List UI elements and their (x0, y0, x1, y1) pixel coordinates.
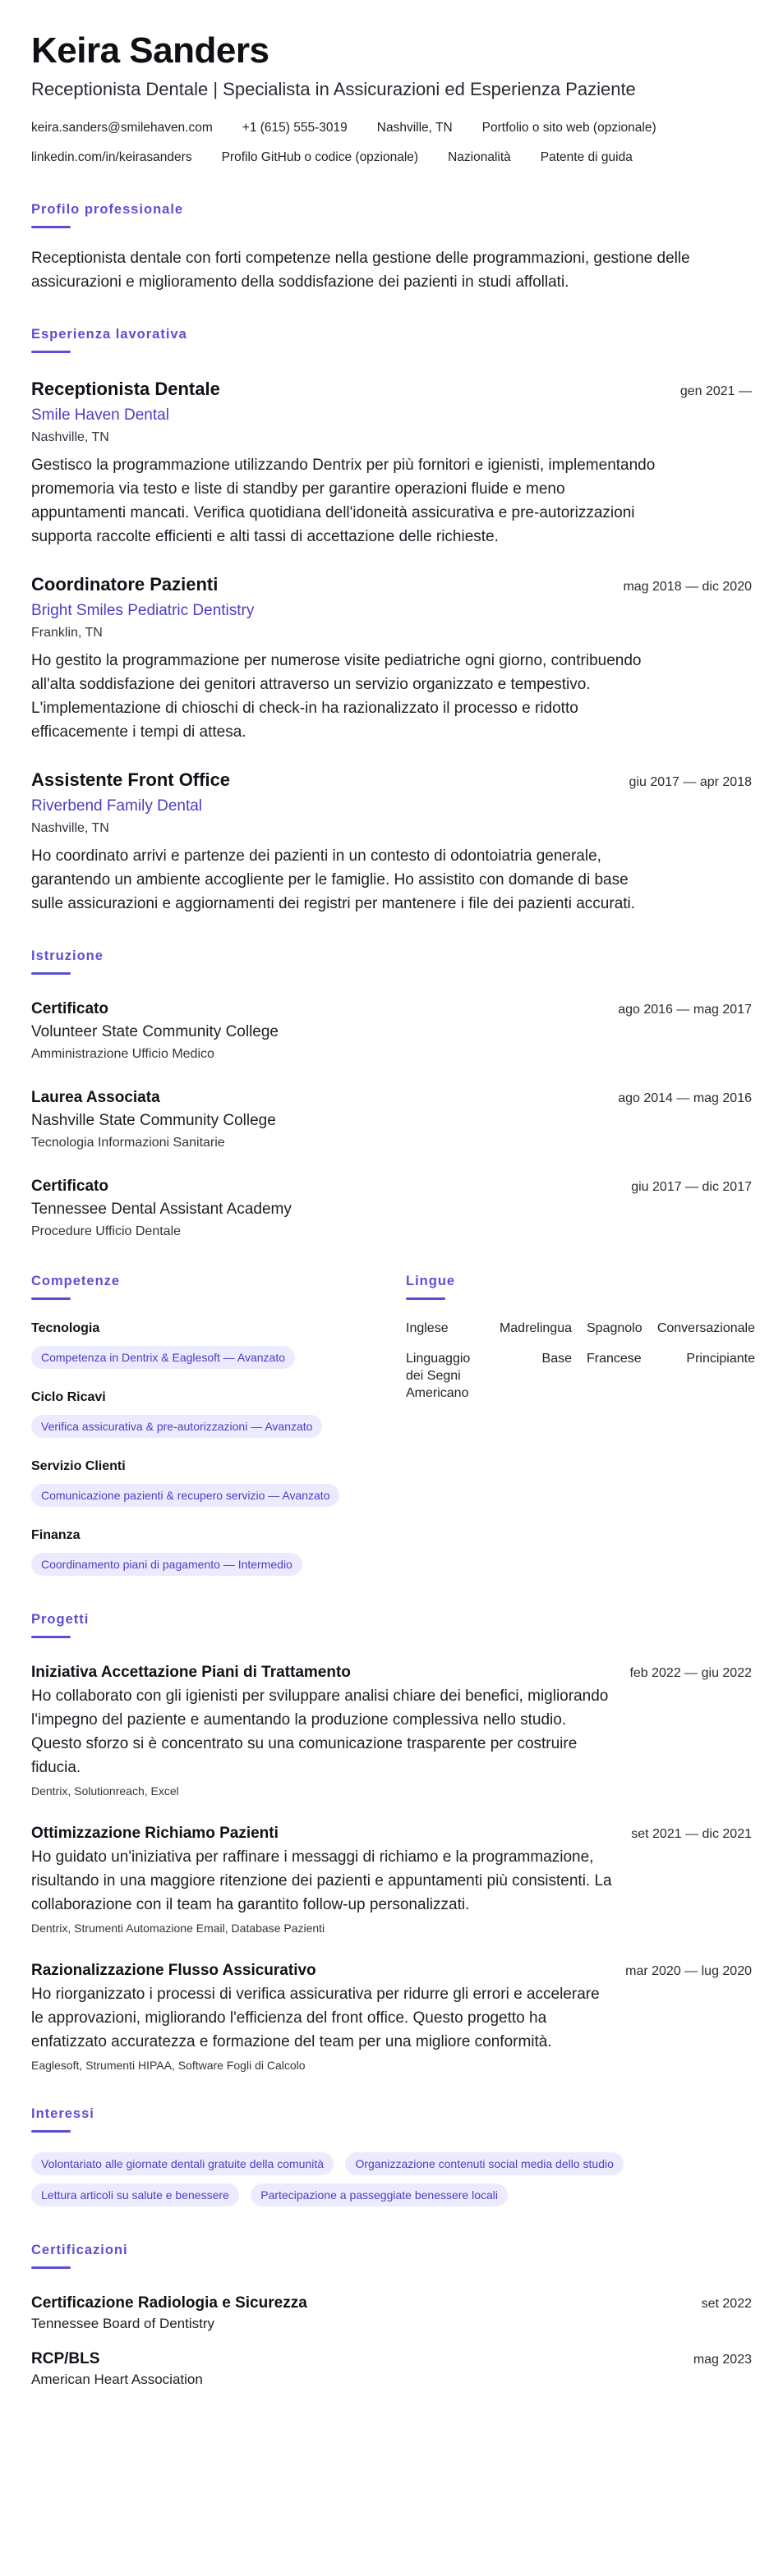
certification-issuer: American Heart Association (31, 2372, 203, 2387)
project-entry (31, 1961, 752, 2073)
candidate-headline: Receptionista Dentale | Specialista in Assicurazioni ed Esperienza Paziente (31, 79, 636, 99)
interest-chip: Lettura articoli su salute e benessere (31, 2183, 239, 2206)
interests-section (31, 2106, 752, 2206)
skill-group (31, 1320, 406, 1369)
job-title: Receptionista Dentale (31, 379, 220, 399)
project-technologies: Dentrix, Solutionreach, Excel (31, 1784, 179, 1798)
contact-list (31, 120, 752, 179)
job-entry (31, 769, 752, 916)
section-divider (31, 1636, 71, 1638)
project-technologies: Eaglesoft, Strumenti HIPAA, Software Fogli di Calcolo (31, 2059, 306, 2072)
education-dates: giu 2017 — dic 2017 (631, 1180, 752, 1194)
project-description: Ho riorganizzato i processi di verifica assicurativa per ridurre gli errori e accelerare le approvazioni, migliorando l'efficienza del front office. Questo progetto ha enfatizzato accuratezza e formazione del team per una migliore conformità. (31, 1986, 600, 2050)
language-row (406, 1350, 755, 1402)
education-field: Amministrazione Ufficio Medico (31, 1047, 214, 1061)
project-description: Ho collaborato con gli igienisti per sviluppare analisi chiare dei benefici, migliorando l'impegno del paziente e aumentando la produzione complessiva nello studio. Questo sforzo si è concentrato su una comunicazione trasparente per costruire fiducia. (31, 1687, 609, 1776)
education-section (31, 948, 752, 1241)
project-title: Ottimizzazione Richiamo Pazienti (31, 1825, 279, 1842)
project-dates: set 2021 — dic 2021 (631, 1827, 752, 1841)
job-description: Gestisco la programmazione utilizzando Dentrix per più fornitori e igienisti, implementando promemoria via testo e liste di standby per garantire operazioni fluide e meno appuntamenti mancati. Verifica quotidiana dell'idoneità assicurativa e pre-autorizzazioni supporta raccolte efficienti e alti tassi di accettazione delle richieste. (31, 457, 656, 545)
project-dates: mar 2020 — lug 2020 (625, 1964, 752, 1978)
job-dates: gen 2021 — (679, 384, 752, 398)
section-divider (31, 1297, 71, 1300)
project-dates: feb 2022 — giu 2022 (629, 1666, 752, 1680)
project-title: Razionalizzazione Flusso Assicurativo (31, 1962, 316, 1979)
languages-table (406, 1320, 755, 1402)
job-location: Nashville, TN (31, 821, 109, 835)
education-dates: ago 2016 — mag 2017 (618, 1003, 752, 1017)
certification-entry (31, 2294, 752, 2333)
language-level: Base (541, 1352, 572, 1366)
section-title: Certificazioni (31, 2243, 128, 2257)
job-title: Coordinatore Pazienti (31, 574, 219, 595)
skill-chip: Comunicazione pazienti & recupero servizio — Avanzato (31, 1484, 339, 1507)
section-divider (31, 2266, 71, 2269)
section-divider (31, 226, 71, 228)
education-dates: ago 2014 — mag 2016 (618, 1091, 752, 1105)
project-description: Ho guidato un'iniziativa per raffinare i messaggi di richiamo e la programmazione, risultando in una maggiore ritenzione dei pazienti e appuntamenti più consistenti. La collaborazione con il team ha garantito follow-up personalizzati. (31, 1848, 612, 1913)
language-name: Inglese (406, 1321, 449, 1335)
skill-chip: Coordinamento piani di pagamento — Intermedio (31, 1553, 302, 1576)
contact-location: Nashville, TN (376, 121, 453, 135)
job-company: Riverbend Family Dental (31, 797, 203, 815)
education-degree: Certificato (31, 1178, 108, 1195)
education-degree: Laurea Associata (31, 1089, 160, 1106)
certification-name: RCP/BLS (31, 2350, 100, 2367)
section-title: Competenze (31, 1274, 121, 1288)
resume-header (31, 30, 752, 179)
education-field: Procedure Ufficio Dentale (31, 1224, 182, 1238)
projects-section (31, 1612, 752, 2073)
section-title: Progetti (31, 1612, 90, 1627)
certification-entry (31, 2349, 752, 2389)
language-level: Conversazionale (656, 1321, 755, 1335)
skill-group (31, 1527, 406, 1576)
languages-section (406, 1274, 755, 1576)
education-school: Nashville State Community College (31, 1112, 276, 1129)
skills-languages-row (31, 1274, 755, 1576)
skill-group (31, 1389, 406, 1438)
job-dates: mag 2018 — dic 2020 (623, 580, 752, 594)
contact-github[interactable]: Profilo GitHub o codice (opzionale) (221, 150, 419, 164)
education-entry (31, 1088, 752, 1152)
contact-portfolio[interactable]: Portfolio o sito web (opzionale) (481, 121, 656, 135)
section-divider (406, 1297, 445, 1300)
skill-category: Tecnologia (31, 1321, 100, 1335)
language-row (406, 1320, 755, 1337)
job-location: Nashville, TN (31, 430, 109, 444)
job-location: Franklin, TN (31, 626, 103, 640)
contact-linkedin[interactable]: linkedin.com/in/keirasanders (31, 150, 192, 164)
education-school: Tennessee Dental Assistant Academy (31, 1201, 292, 1218)
interest-chip: Volontariato alle giornate dentali gratuite della comunità (31, 2152, 334, 2175)
contact-driving-license: Patente di guida (540, 150, 633, 164)
experience-section (31, 327, 752, 916)
job-entry (31, 378, 752, 549)
skill-chip: Competenza in Dentrix & Eaglesoft — Avanzato (31, 1346, 295, 1369)
contact-email[interactable]: keira.sanders@smilehaven.com (31, 121, 213, 135)
certification-date: set 2022 (701, 2297, 752, 2311)
profile-summary: Receptionista dentale con forti competenze nella gestione delle programmazioni, gestione delle assicurazioni e miglioramento della soddisfazione dei pazienti in studi affollati. (31, 250, 690, 291)
section-title: Lingue (406, 1274, 456, 1288)
section-title: Interessi (31, 2106, 94, 2121)
section-divider (31, 351, 71, 353)
contact-phone[interactable]: +1 (615) 555-3019 (242, 121, 348, 135)
education-degree: Certificato (31, 1000, 108, 1017)
education-field: Tecnologia Informazioni Sanitarie (31, 1136, 225, 1150)
language-name: Linguaggio dei Segni Americano (406, 1352, 471, 1400)
skill-group (31, 1458, 406, 1507)
education-entry (31, 999, 752, 1063)
section-title: Esperienza lavorativa (31, 327, 187, 342)
certifications-section (31, 2243, 752, 2389)
interest-chip: Partecipazione a passeggiate benessere locali (251, 2183, 508, 2206)
skill-category: Servizio Clienti (31, 1459, 126, 1473)
section-title: Istruzione (31, 948, 104, 963)
project-title: Iniziativa Accettazione Piani di Trattamento (31, 1664, 351, 1681)
interests-list (31, 2144, 754, 2206)
project-technologies: Dentrix, Strumenti Automazione Email, Database Pazienti (31, 1922, 325, 1935)
section-divider (31, 2130, 71, 2133)
job-company: Smile Haven Dental (31, 406, 169, 424)
certification-name: Certificazione Radiologia e Sicurezza (31, 2294, 307, 2312)
job-title: Assistente Front Office (31, 769, 231, 790)
section-divider (31, 972, 71, 975)
candidate-name: Keira Sanders (31, 30, 269, 71)
section-title: Profilo professionale (31, 202, 184, 217)
profile-section (31, 202, 752, 294)
skill-category: Ciclo Ricavi (31, 1390, 106, 1404)
job-entry (31, 573, 752, 744)
skills-section (31, 1274, 406, 1576)
job-description: Ho coordinato arrivi e partenze dei pazienti in un contesto di odontoiatria generale, garantendo un ambiente accogliente per le famiglie. Ho assistito con domande di base sulle assicurazioni e aggiornamenti dei registri per mantenere i file dei pazienti accurati. (31, 847, 636, 912)
interest-chip: Organizzazione contenuti social media dello studio (345, 2152, 623, 2175)
language-name: Francese (587, 1352, 642, 1366)
language-level: Principiante (686, 1352, 755, 1366)
education-school: Volunteer State Community College (31, 1023, 279, 1040)
project-entry (31, 1663, 752, 1799)
certification-date: mag 2023 (693, 2353, 752, 2367)
skill-chip: Verifica assicurativa & pre-autorizzazioni — Avanzato (31, 1415, 322, 1438)
job-company: Bright Smiles Pediatric Dentistry (31, 602, 255, 619)
contact-nationality: Nazionalità (448, 150, 511, 164)
language-name: Spagnolo (587, 1321, 643, 1335)
education-entry (31, 1177, 752, 1241)
job-description: Ho gestito la programmazione per numerose visite pediatriche ogni giorno, contribuendo all'alta soddisfazione dei genitori attraverso un servizio organizzato e tempestivo. L'implementazione di chioschi di check-in ha razionalizzato il processo e ridotto efficacemente i tempi di attesa. (31, 652, 642, 741)
job-dates: giu 2017 — apr 2018 (629, 775, 752, 789)
skill-category: Finanza (31, 1528, 81, 1542)
project-entry (31, 1824, 752, 1936)
language-level: Madrelingua (499, 1321, 572, 1335)
certification-issuer: Tennessee Board of Dentistry (31, 2316, 215, 2331)
